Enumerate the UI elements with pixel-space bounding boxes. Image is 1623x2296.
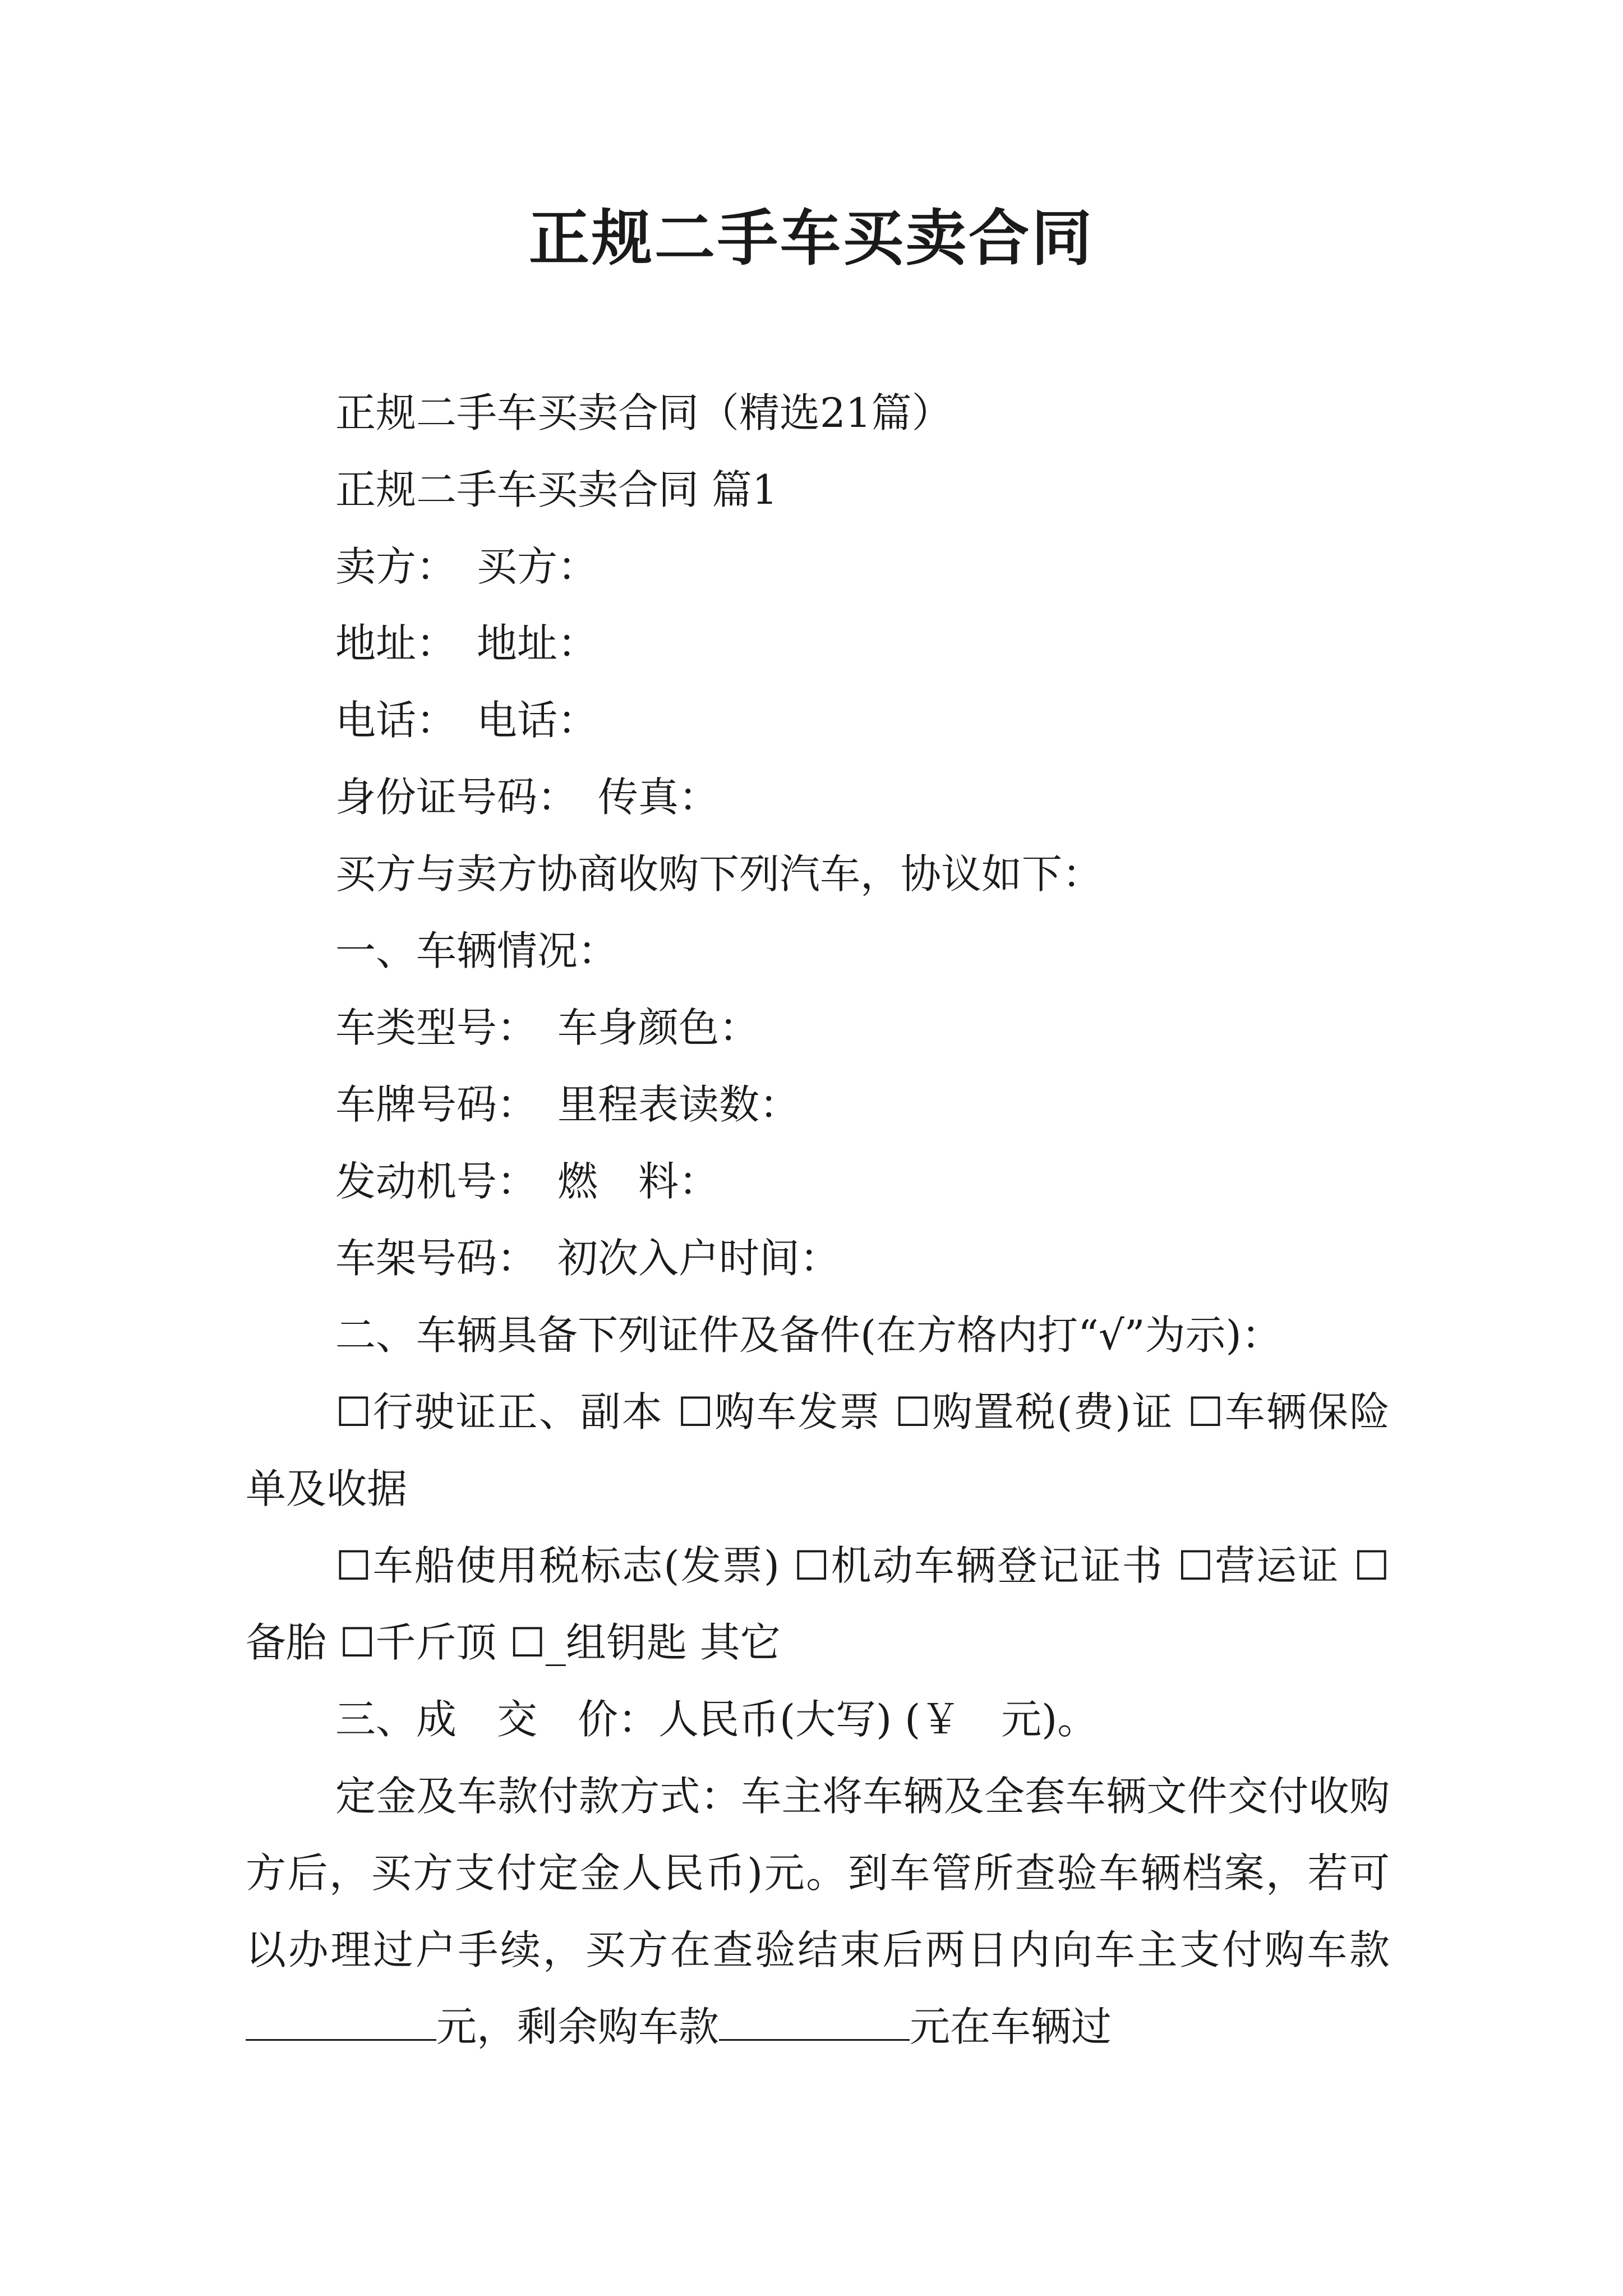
subtitle: 正规二手车买卖合同（精选21篇） <box>335 389 952 436</box>
payment-paragraph <box>246 1758 1390 2065</box>
section-heading: 正规二手车买卖合同 篇1 <box>335 466 778 513</box>
documents-checklist-1: ☐行驶证正、副本 ☐购车发票 ☐购置税(费)证 ☐车辆保险单及收据 <box>246 1388 1390 1512</box>
party-seller-label: 卖方： <box>335 543 457 590</box>
party-buyer-phone-label: 电话： <box>477 697 598 744</box>
documents-checklist-2: ☐车船使用税标志(发票) ☐机动车辆登记证书 ☐营运证 ☐备胎 ☐千斤顶 ☐_组钥匙 其它 <box>246 1542 1390 1666</box>
document-title: 正规二手车买卖合同 <box>528 203 1094 274</box>
engine-number-label: 发动机号： <box>335 1158 538 1205</box>
vehicle-row <box>246 990 1390 1066</box>
party-buyer-address-label: 地址： <box>477 620 598 667</box>
fuel-label: 燃 料： <box>557 1158 720 1205</box>
party-fax-label: 传真： <box>598 774 720 821</box>
party-seller-address-label: 地址： <box>335 620 457 667</box>
odometer-label: 里程表读数： <box>557 1081 800 1128</box>
party-row <box>246 605 1390 682</box>
plate-number-label: 车牌号码： <box>335 1081 538 1128</box>
vehicle-row <box>246 1220 1390 1297</box>
section1-heading: 一、车辆情况： <box>335 927 619 974</box>
party-id-label: 身份证号码： <box>335 774 578 821</box>
vehicle-row <box>246 1143 1390 1220</box>
frame-number-label: 车架号码： <box>335 1235 538 1282</box>
vehicle-row <box>246 1066 1390 1143</box>
blank-line <box>719 2005 910 2041</box>
payment-text-1: 定金及车款付款方式：车主将车辆及全套车辆文件交付收购方后，买方支付定金人民币)元。到车管所查验车辆档案，若可以办理过户手续，买方在查验结束后两日内向车主支付购车款 <box>246 1773 1390 1973</box>
party-row <box>246 759 1390 836</box>
party-row <box>246 528 1390 605</box>
party-seller-phone-label: 电话： <box>335 697 457 744</box>
section3-heading: 三、成 交 价：人民币(大写) (￥ 元)。 <box>335 1696 1098 1743</box>
vehicle-color-label: 车身颜色： <box>557 1004 760 1051</box>
registration-date-label: 初次入户时间： <box>557 1235 841 1282</box>
document-body <box>246 375 1390 2065</box>
section2-heading: 二、车辆具备下列证件及备件(在方格内打“√”为示)： <box>335 1312 1282 1359</box>
payment-text-2: 元，剩余购车款 <box>436 2003 720 2050</box>
intro-paragraph: 买方与卖方协商收购下列汽车，协议如下： <box>335 850 1103 898</box>
blank-line <box>246 2005 436 2041</box>
vehicle-model-label: 车类型号： <box>335 1004 538 1051</box>
party-buyer-label: 买方： <box>477 543 598 590</box>
party-row <box>246 682 1390 759</box>
payment-text-3: 元在车辆过 <box>910 2003 1112 2050</box>
